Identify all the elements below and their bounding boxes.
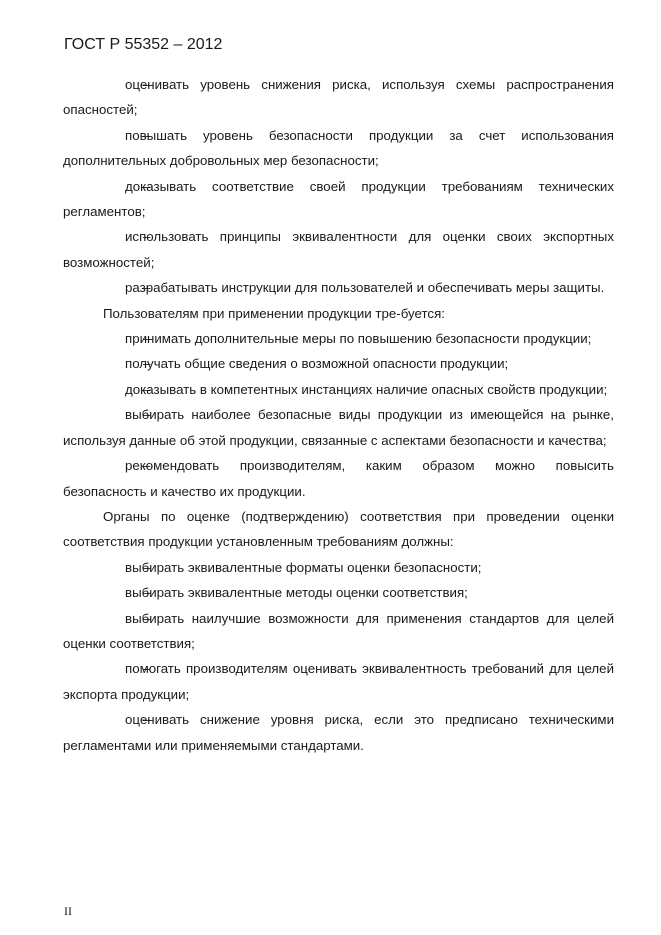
list-item: – доказывать в компетентных инстанциях наличие опасных свойств продукции; [63, 377, 614, 402]
list-item: – рекомендовать производителям, каким образом можно повысить безопасность и качество их продукции. [63, 453, 614, 504]
page-number: II [64, 904, 72, 918]
paragraph: Органы по оценке (подтверждению) соответствия при проведении оценки соответствия продукции установленным требованиям должны: [63, 508, 614, 550]
page-header: ГОСТ Р 55352 – 2012 [64, 36, 223, 53]
list-item: – помогать производителям оценивать эквивалентность требований для целей экспорта продукции; [63, 656, 614, 707]
list-item: – использовать принципы эквивалентности для оценки своих экспортных возможностей; [63, 224, 614, 275]
paragraph: Пользователям при применении продукции тре-буется: [103, 305, 445, 321]
body-text [63, 72, 614, 758]
list-item: – принимать дополнительные меры по повышению безопасности продукции; [63, 326, 614, 351]
list-item: – повышать уровень безопасности продукции за счет использования дополнительных добровольных мер безопасности; [63, 123, 614, 174]
list-item: – выбирать наилучшие возможности для применения стандартов для целей оценки соответствия; [63, 606, 614, 657]
list-item: – выбирать наиболее безопасные виды продукции из имеющейся на рынке, используя данные об этой продукции, связанные с аспектами безопасности и качества; [63, 402, 614, 453]
list-item: – оценивать снижение уровня риска, если это предписано техническими регламентами или применяемыми стандартами. [63, 707, 614, 758]
list-item: – выбирать эквивалентные форматы оценки безопасности; [63, 555, 614, 580]
list-item: – получать общие сведения о возможной опасности продукции; [63, 351, 614, 376]
list-item: – оценивать уровень снижения риска, используя схемы распространения опасностей; [63, 72, 614, 123]
list-item: – выбирать эквивалентные методы оценки соответствия; [63, 580, 614, 605]
list-item: – доказывать соответствие своей продукции требованиям технических регламентов; [63, 174, 614, 225]
list-item: – разрабатывать инструкции для пользователей и обеспечивать меры защиты. [63, 275, 614, 300]
